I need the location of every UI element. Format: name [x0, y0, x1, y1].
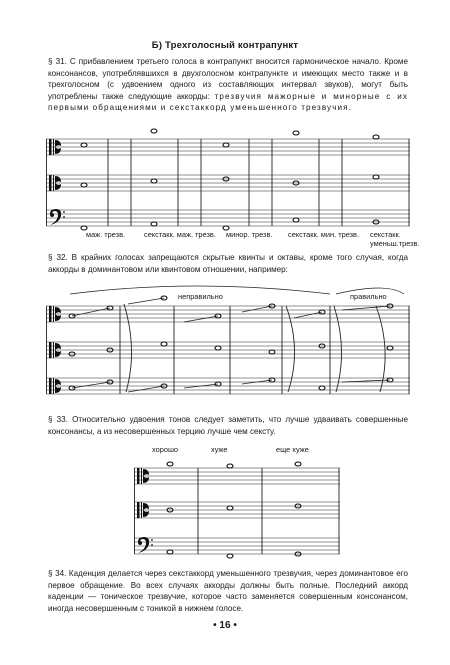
- section-title: Б) Трехголосный контрапункт: [151, 40, 299, 51]
- label-worse: хуже: [211, 445, 228, 454]
- chord-label: секстакк. маж. трезв.: [144, 230, 216, 239]
- music-example-hidden-fifths: [46, 284, 410, 402]
- label-wrong: неправильно: [178, 292, 223, 301]
- notes: [81, 129, 379, 230]
- staff-bass: [46, 210, 410, 226]
- music-example-doubling: [134, 454, 340, 566]
- label-good: хорошо: [152, 445, 178, 454]
- label-right: правильно: [350, 292, 387, 301]
- bass-clef-icon: [138, 537, 153, 553]
- phrase-arcs: [124, 304, 385, 392]
- chord-label: секстакк. уменьш.трезв.: [370, 230, 420, 248]
- paragraph-31: [48, 56, 408, 114]
- chord-label: минор. трезв.: [226, 230, 273, 239]
- paragraph-32: § 32. В крайних голосах запрещаются скрытые квинты и октавы, кроме того случая, когда аккорды в доминантовом или квинтовом отношении, например:: [48, 253, 408, 274]
- paragraph-31-text: § 31. С прибавлением третьего голоса в контрапункт вносится гармоническое начало. Кроме консонансов, употреблявшихся в двухголосном контрапункте и имеющих место также и в трехголосном (с удвоением одного из составляющих интервал звуков), могут быть употреблены также следующие аккорды:: [48, 57, 408, 101]
- phrase-slurs: [70, 286, 404, 294]
- music-example-chords: [46, 118, 410, 238]
- paragraph-33: § 33. Относительно удвоения тонов следует заметить, что лучше удваивать совершенные консонансы, а из несовершенных терцию лучше чем сексту.: [48, 415, 408, 436]
- page-number: • 16 •: [213, 620, 237, 631]
- bass-clef-icon: [50, 209, 65, 225]
- barlines: [47, 139, 410, 226]
- chord-label: маж. трезв.: [86, 230, 126, 239]
- paragraph-31-spaced-text: трезвучия мажорные и минорные с их первыми обращениями и секстаккорд уменьшенного трезвучия.: [48, 91, 408, 113]
- label-even-worse: еще хуже: [276, 445, 309, 454]
- paragraph-34: § 34. Каденция делается через секстаккорд уменьшенного трезвучия, через доминантовое его первое обращение. Во всех случаях аккорды должны быть полные. Последний аккорд каденции — тоническое трезвучие, которое часто заменяется совершенным консонансом, иногда несовершенным с тоникой в нижнем голосе.: [48, 569, 408, 613]
- chord-label: секстакк. мин. трезв.: [288, 230, 360, 239]
